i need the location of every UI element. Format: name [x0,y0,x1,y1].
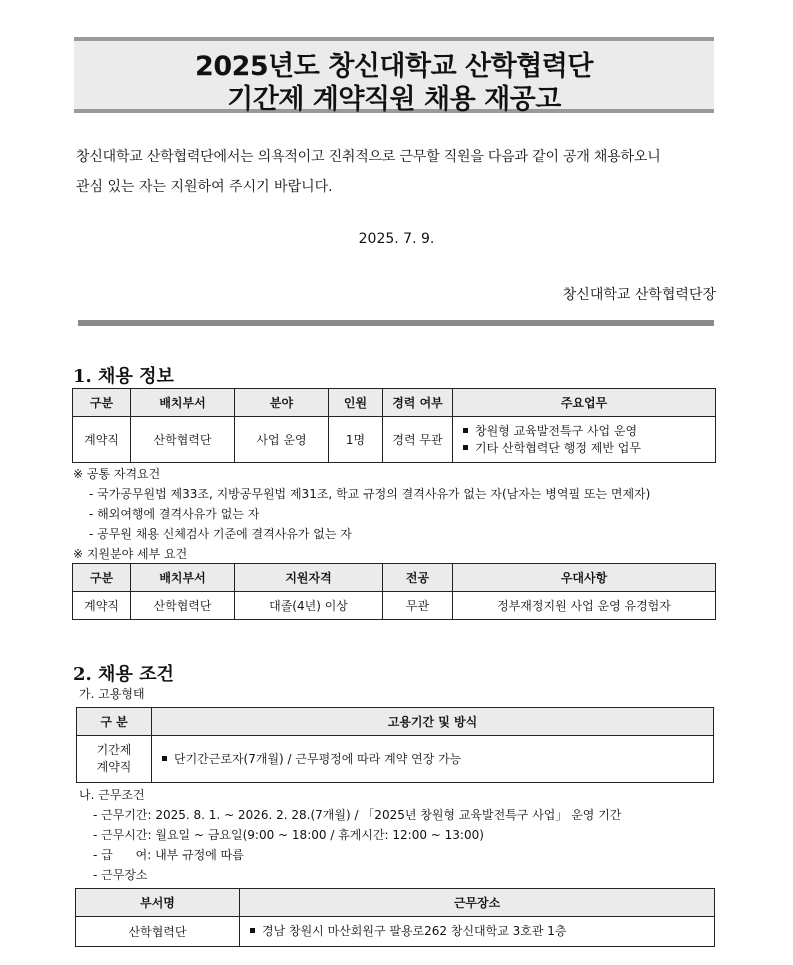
header-category: 구 분 [77,708,152,736]
common-requirements [73,464,650,564]
cell-category: 계약직 [73,592,131,620]
cell-headcount: 1명 [329,417,383,463]
header-field: 분야 [235,389,329,417]
table-row [77,736,714,783]
list-item: - 근무장소 [93,868,148,882]
intro-line-2: 관심 있는 자는 지원하여 주시기 바랍니다. [76,179,333,195]
header-preference: 우대사항 [453,564,716,592]
header-workplace: 근무장소 [240,889,715,917]
employment-type-table [76,707,714,783]
cell-category: 기간제 계약직 [77,736,152,783]
table-row [73,592,716,620]
cell-period-method: 단기간근로자(7개월) / 근무평정에 따라 계약 연장 가능 [152,736,714,783]
header-duties: 주요업무 [453,389,716,417]
header-experience: 경력 여부 [383,389,453,417]
common-requirements-title: ※ 공통 자격요건 [73,467,161,481]
cell-department-name: 산학협력단 [76,917,240,947]
header-qualification: 지원자격 [235,564,383,592]
requirements-table [72,563,716,620]
header-department: 배치부서 [131,564,235,592]
detail-requirements-title: ※ 지원분야 세부 요건 [73,547,188,561]
cell-preference: 정부재정지원 사업 운영 유경험자 [453,592,716,620]
intro-paragraph [76,142,716,202]
square-bullet-icon [162,756,167,761]
work-conditions-title: 나. 근무조건 [79,788,145,802]
square-bullet-icon [463,445,468,450]
title-box [74,37,714,113]
square-bullet-icon [250,928,255,933]
employment-type-title: 가. 고용형태 [79,687,145,701]
cell-department: 산학협력단 [131,592,235,620]
header-department-name: 부서명 [76,889,240,917]
table-row [73,417,716,463]
list-item: - 근무시간: 월요일 ~ 금요일(9:00 ~ 18:00 / 휴게시간: 12:00 ~ 13:00) [93,828,484,842]
signature: 창신대학교 산학협력단장 [562,287,716,303]
work-conditions [79,785,621,885]
cell-department: 산학협력단 [131,417,235,463]
list-item: - 근무기간: 2025. 8. 1. ~ 2026. 2. 28.(7개월) / 「2025년 창원형 교육발전특구 사업」 운영 기간 [93,808,622,822]
cell-workplace: 경남 창원시 마산회원구 팔용로262 창신대학교 3호관 1층 [240,917,715,947]
cell-major: 무관 [383,592,453,620]
list-item: 기타 산학협력단 행정 제반 업무 [463,440,715,457]
workplace-table [75,888,715,947]
recruit-info-table [72,388,716,463]
list-item: - 공무원 채용 신체검사 기준에 결격사유가 없는 자 [89,527,352,541]
notice-date: 2025. 7. 9. [358,231,435,247]
list-item: - 국가공무원법 제33조, 지방공무원법 제31조, 학교 규정의 결격사유가 없는 자(남자는 병역필 또는 면제자) [89,487,651,501]
intro-line-1: 창신대학교 산학협력단에서는 의욕적이고 진취적으로 근무할 직원을 다음과 같이 공개 채용하오니 [76,149,661,165]
header-major: 전공 [383,564,453,592]
cell-category: 계약직 [73,417,131,463]
cell-experience: 경력 무관 [383,417,453,463]
header-period-method: 고용기간 및 방식 [152,708,714,736]
section-1-heading: 1. 채용 정보 [73,366,174,387]
divider-rule [78,320,714,326]
square-bullet-icon [463,428,468,433]
header-headcount: 인원 [329,389,383,417]
title-line-1: 2025년도 창신대학교 산학협력단 [195,51,593,82]
cell-duties [453,417,716,463]
header-category: 구분 [73,389,131,417]
section-2-heading: 2. 채용 조건 [73,664,174,685]
list-item: 창원형 교육발전특구 사업 운영 [463,423,715,440]
title-line-2: 기간제 계약직원 채용 재공고 [227,84,561,115]
cell-qualification: 대졸(4년) 이상 [235,592,383,620]
header-department: 배치부서 [131,389,235,417]
cell-field: 사업 운영 [235,417,329,463]
header-category: 구분 [73,564,131,592]
list-item: - 해외여행에 결격사유가 없는 자 [89,507,260,521]
table-row [76,917,715,947]
list-item: - 급 여: 내부 규정에 따름 [93,848,244,862]
